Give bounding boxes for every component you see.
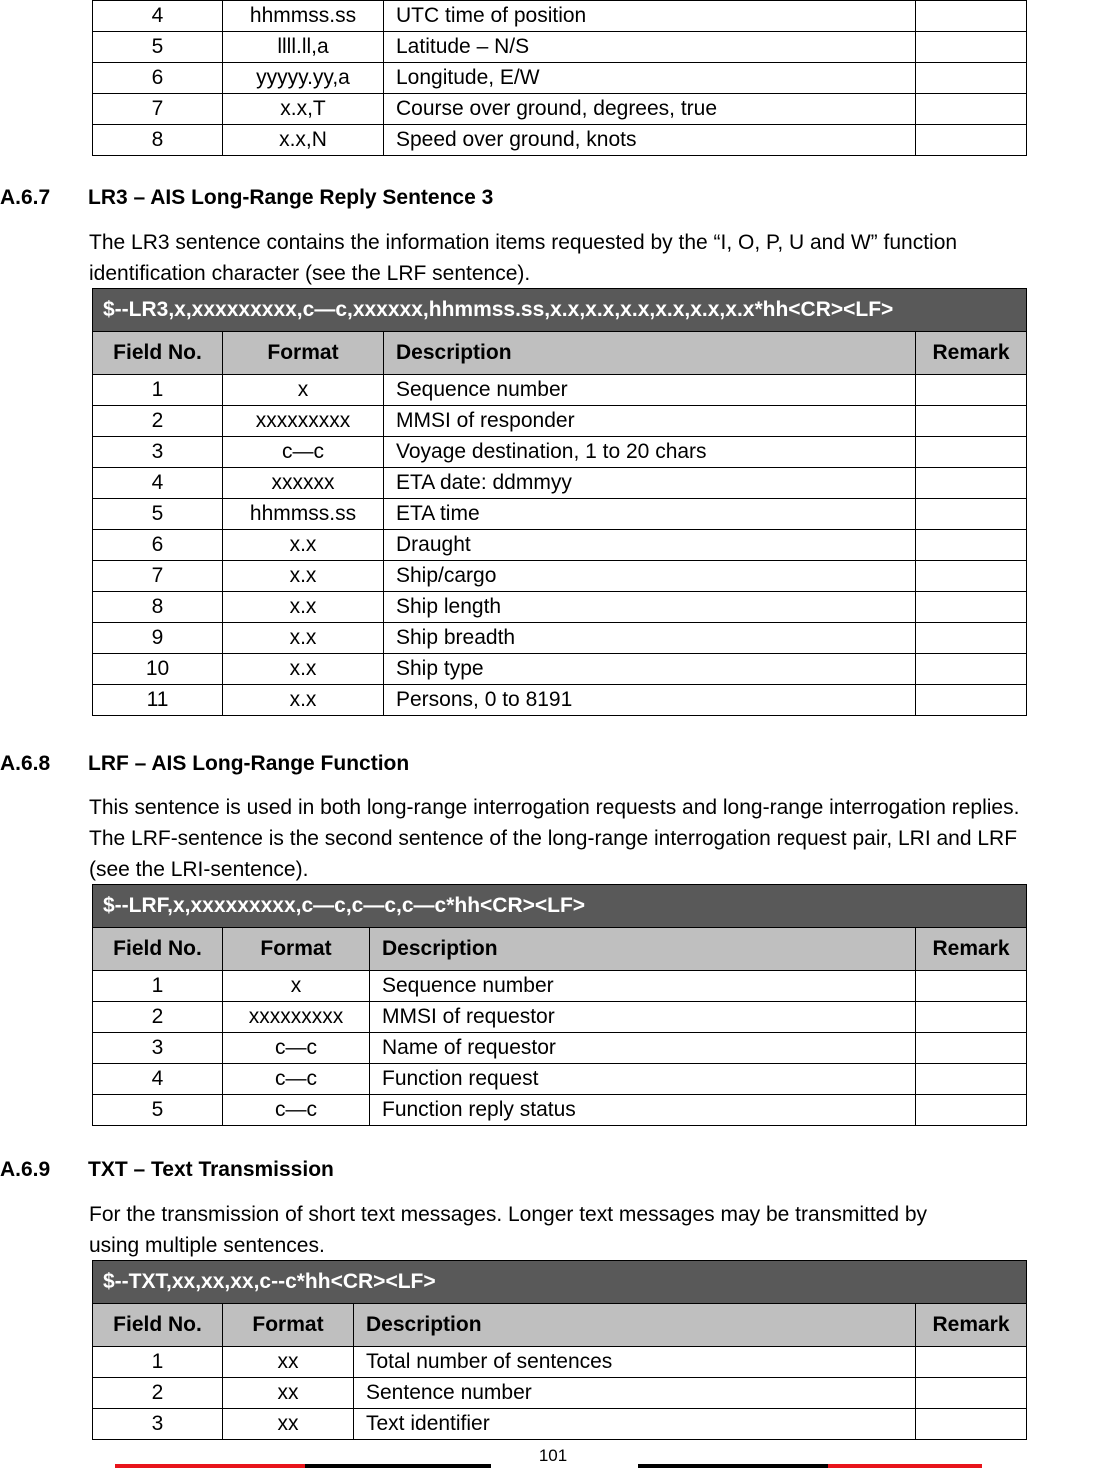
field-no-cell: 8 bbox=[93, 592, 223, 623]
format-cell: c—c bbox=[223, 1033, 370, 1064]
description-cell: Sequence number bbox=[384, 375, 916, 406]
description-cell: Text identifier bbox=[354, 1409, 916, 1440]
remark-cell bbox=[916, 125, 1027, 156]
field-no-cell: 9 bbox=[93, 623, 223, 654]
table-header-row bbox=[93, 928, 1027, 971]
header-remark: Remark bbox=[916, 1304, 1027, 1347]
field-no-cell: 4 bbox=[93, 1064, 223, 1095]
field-no-cell: 2 bbox=[93, 1002, 223, 1033]
table-row bbox=[93, 499, 1027, 530]
format-cell: x.x bbox=[223, 654, 384, 685]
remark-cell bbox=[916, 499, 1027, 530]
header-description: Description bbox=[384, 332, 916, 375]
format-cell: hhmmss.ss bbox=[223, 499, 384, 530]
remark-cell bbox=[916, 1002, 1027, 1033]
remark-cell bbox=[916, 63, 1027, 94]
header-format: Format bbox=[223, 332, 384, 375]
format-cell: xxxxxx bbox=[223, 468, 384, 499]
table-header-row bbox=[93, 332, 1027, 375]
format-cell: x.x bbox=[223, 623, 384, 654]
remark-cell bbox=[916, 468, 1027, 499]
remark-cell bbox=[916, 1347, 1027, 1378]
description-cell: Ship/cargo bbox=[384, 561, 916, 592]
field-no-cell: 5 bbox=[93, 499, 223, 530]
format-cell: x bbox=[223, 375, 384, 406]
table-row bbox=[93, 94, 1027, 125]
lr3-table bbox=[92, 288, 1027, 716]
table-row bbox=[93, 1378, 1027, 1409]
header-format: Format bbox=[223, 1304, 354, 1347]
format-cell: xx bbox=[223, 1409, 354, 1440]
table-row bbox=[93, 63, 1027, 94]
header-remark: Remark bbox=[916, 332, 1027, 375]
format-cell: x.x bbox=[223, 561, 384, 592]
table-row bbox=[93, 32, 1027, 63]
section-number: A.6.9 bbox=[0, 1158, 51, 1181]
remark-cell bbox=[916, 375, 1027, 406]
table-row bbox=[93, 1409, 1027, 1440]
remark-cell bbox=[916, 971, 1027, 1002]
format-cell: x bbox=[223, 971, 370, 1002]
paragraph-line: The LR3 sentence contains the information items requested by the “I, O, P, U and W” function bbox=[89, 231, 958, 254]
header-remark: Remark bbox=[916, 928, 1027, 971]
format-cell: c—c bbox=[223, 1095, 370, 1126]
description-cell: Voyage destination, 1 to 20 chars bbox=[384, 437, 916, 468]
field-no-cell: 5 bbox=[93, 32, 223, 63]
field-no-cell: 7 bbox=[93, 561, 223, 592]
header-field-no: Field No. bbox=[93, 928, 223, 971]
description-cell: UTC time of position bbox=[384, 1, 916, 32]
section-title: LR3 – AIS Long-Range Reply Sentence 3 bbox=[88, 186, 494, 209]
sentence-syntax: $--TXT,xx,xx,xx,c--c*hh<CR><LF> bbox=[93, 1261, 1027, 1304]
table-row bbox=[93, 375, 1027, 406]
top-table bbox=[92, 0, 1027, 156]
table-row bbox=[93, 1347, 1027, 1378]
txt-table bbox=[92, 1260, 1027, 1440]
format-cell: xxxxxxxxx bbox=[223, 406, 384, 437]
field-no-cell: 3 bbox=[93, 437, 223, 468]
description-cell: MMSI of requestor bbox=[370, 1002, 916, 1033]
field-no-cell: 6 bbox=[93, 63, 223, 94]
section-number: A.6.7 bbox=[0, 186, 51, 209]
format-cell: llll.ll,a bbox=[223, 32, 384, 63]
paragraph-line: using multiple sentences. bbox=[89, 1234, 325, 1257]
paragraph-line: (see the LRI-sentence). bbox=[89, 858, 309, 881]
table-row bbox=[93, 623, 1027, 654]
section-title: TXT – Text Transmission bbox=[88, 1158, 334, 1181]
section-paragraph-a69 bbox=[89, 1199, 1106, 1261]
remark-cell bbox=[916, 1095, 1027, 1126]
table-row bbox=[93, 468, 1027, 499]
description-cell: Course over ground, degrees, true bbox=[384, 94, 916, 125]
table-row bbox=[93, 1002, 1027, 1033]
table-row bbox=[93, 561, 1027, 592]
format-cell: xxxxxxxxx bbox=[223, 1002, 370, 1033]
remark-cell bbox=[916, 685, 1027, 716]
remark-cell bbox=[916, 406, 1027, 437]
field-no-cell: 6 bbox=[93, 530, 223, 561]
description-cell: Sentence number bbox=[354, 1378, 916, 1409]
field-no-cell: 11 bbox=[93, 685, 223, 716]
format-cell: c—c bbox=[223, 437, 384, 468]
format-cell: c—c bbox=[223, 1064, 370, 1095]
format-cell: x.x bbox=[223, 685, 384, 716]
format-cell: x.x bbox=[223, 592, 384, 623]
sentence-syntax: $--LR3,x,xxxxxxxxx,c—c,xxxxxx,hhmmss.ss,x.x,x.x,x.x,x.x,x.x,x.x*hh<CR><LF> bbox=[93, 289, 1027, 332]
description-cell: Function request bbox=[370, 1064, 916, 1095]
section-paragraph-a68 bbox=[89, 792, 1106, 885]
section-heading-a68 bbox=[0, 752, 409, 776]
field-no-cell: 1 bbox=[93, 1347, 223, 1378]
format-cell: xx bbox=[223, 1347, 354, 1378]
remark-cell bbox=[916, 1064, 1027, 1095]
field-no-cell: 2 bbox=[93, 1378, 223, 1409]
remark-cell bbox=[916, 530, 1027, 561]
field-no-cell: 4 bbox=[93, 1, 223, 32]
header-format: Format bbox=[223, 928, 370, 971]
paragraph-line: For the transmission of short text messages. Longer text messages may be transmitted by bbox=[89, 1203, 928, 1226]
table-row bbox=[93, 654, 1027, 685]
field-no-cell: 10 bbox=[93, 654, 223, 685]
table-row bbox=[93, 1, 1027, 32]
description-cell: Speed over ground, knots bbox=[384, 125, 916, 156]
table-row bbox=[93, 685, 1027, 716]
paragraph-line: The LRF-sentence is the second sentence of the long-range interrogation request pair, LRI and LRF bbox=[89, 827, 1018, 850]
field-no-cell: 5 bbox=[93, 1095, 223, 1126]
description-cell: Latitude – N/S bbox=[384, 32, 916, 63]
table-row bbox=[93, 1033, 1027, 1064]
section-paragraph-a67 bbox=[89, 227, 1106, 289]
remark-cell bbox=[916, 94, 1027, 125]
field-no-cell: 3 bbox=[93, 1033, 223, 1064]
table-row bbox=[93, 1095, 1027, 1126]
field-no-cell: 7 bbox=[93, 94, 223, 125]
table-row bbox=[93, 971, 1027, 1002]
field-no-cell: 1 bbox=[93, 971, 223, 1002]
description-cell: ETA time bbox=[384, 499, 916, 530]
page-number: 101 bbox=[538, 1446, 568, 1465]
table-row bbox=[93, 125, 1027, 156]
paragraph-line: This sentence is used in both long-range interrogation requests and long-range interrogation replies. bbox=[89, 796, 1020, 819]
sentence-syntax-row bbox=[93, 289, 1027, 332]
field-no-cell: 2 bbox=[93, 406, 223, 437]
table-row bbox=[93, 406, 1027, 437]
lrf-table bbox=[92, 884, 1027, 1126]
section-title: LRF – AIS Long-Range Function bbox=[88, 752, 410, 775]
remark-cell bbox=[916, 1378, 1027, 1409]
description-cell: Ship breadth bbox=[384, 623, 916, 654]
format-cell: yyyyy.yy,a bbox=[223, 63, 384, 94]
description-cell: Persons, 0 to 8191 bbox=[384, 685, 916, 716]
format-cell: x.x bbox=[223, 530, 384, 561]
description-cell: Total number of sentences bbox=[354, 1347, 916, 1378]
paragraph-line: identification character (see the LRF sentence). bbox=[89, 262, 531, 285]
header-field-no: Field No. bbox=[93, 332, 223, 375]
remark-cell bbox=[916, 437, 1027, 468]
sentence-syntax-row bbox=[93, 885, 1027, 928]
format-cell: xx bbox=[223, 1378, 354, 1409]
description-cell: Ship length bbox=[384, 592, 916, 623]
section-heading-a69 bbox=[0, 1158, 334, 1182]
remark-cell bbox=[916, 561, 1027, 592]
description-cell: Draught bbox=[384, 530, 916, 561]
remark-cell bbox=[916, 654, 1027, 685]
remark-cell bbox=[916, 1, 1027, 32]
footer-bar-dark-right bbox=[638, 1464, 828, 1468]
field-no-cell: 8 bbox=[93, 125, 223, 156]
description-cell: Function reply status bbox=[370, 1095, 916, 1126]
description-cell: ETA date: ddmmyy bbox=[384, 468, 916, 499]
field-no-cell: 4 bbox=[93, 468, 223, 499]
format-cell: hhmmss.ss bbox=[223, 1, 384, 32]
remark-cell bbox=[916, 32, 1027, 63]
description-cell: Ship type bbox=[384, 654, 916, 685]
table-row bbox=[93, 592, 1027, 623]
format-cell: x.x,T bbox=[223, 94, 384, 125]
header-field-no: Field No. bbox=[93, 1304, 223, 1347]
header-description: Description bbox=[370, 928, 916, 971]
section-number: A.6.8 bbox=[0, 752, 51, 775]
field-no-cell: 3 bbox=[93, 1409, 223, 1440]
table-row bbox=[93, 530, 1027, 561]
description-cell: Sequence number bbox=[370, 971, 916, 1002]
sentence-syntax: $--LRF,x,xxxxxxxxx,c—c,c—c,c—c*hh<CR><LF> bbox=[93, 885, 1027, 928]
table-row bbox=[93, 1064, 1027, 1095]
format-cell: x.x,N bbox=[223, 125, 384, 156]
remark-cell bbox=[916, 1033, 1027, 1064]
remark-cell bbox=[916, 1409, 1027, 1440]
header-description: Description bbox=[354, 1304, 916, 1347]
field-no-cell: 1 bbox=[93, 375, 223, 406]
remark-cell bbox=[916, 592, 1027, 623]
remark-cell bbox=[916, 623, 1027, 654]
description-cell: Longitude, E/W bbox=[384, 63, 916, 94]
section-heading-a67 bbox=[0, 186, 493, 210]
sentence-syntax-row bbox=[93, 1261, 1027, 1304]
table-header-row bbox=[93, 1304, 1027, 1347]
description-cell: MMSI of responder bbox=[384, 406, 916, 437]
description-cell: Name of requestor bbox=[370, 1033, 916, 1064]
table-row bbox=[93, 437, 1027, 468]
footer-bar-red-right bbox=[828, 1464, 982, 1468]
